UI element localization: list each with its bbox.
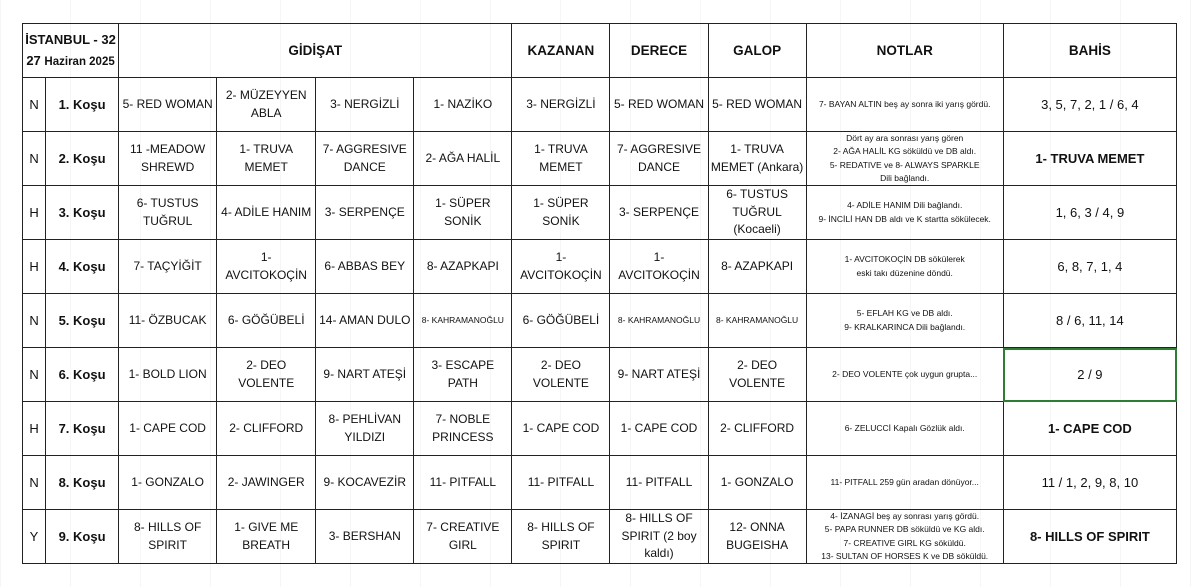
gidisat-4[interactable]: 8- KAHRAMANOĞLU (414, 294, 512, 348)
race-row-2 (23, 132, 1177, 186)
bet-cell[interactable]: 11 / 1, 2, 9, 8, 10 (1003, 456, 1176, 510)
derece-cell[interactable]: 9- NART ATEŞİ (610, 348, 708, 402)
notes-cell[interactable] (806, 294, 1003, 348)
gidisat-2[interactable]: 2- CLIFFORD (217, 402, 316, 456)
derece-cell[interactable]: 1- AVCITOKOÇİN (610, 240, 708, 294)
note-line: 5- REDATIVE ve 8- ALWAYS SPARKLE (829, 159, 980, 170)
gidisat-3[interactable]: 3- SERPENÇE (316, 186, 414, 240)
bet-cell[interactable]: 1- CAPE COD (1003, 402, 1176, 456)
gidisat-4[interactable]: 2- AĞA HALİL (414, 132, 512, 186)
derece-cell[interactable]: 7- AGGRESIVE DANCE (610, 132, 708, 186)
derece-cell[interactable]: 3- SERPENÇE (610, 186, 708, 240)
note-line: 2- DEO VOLENTE çok uygun grupta... (832, 368, 978, 379)
gidisat-4[interactable]: 11- PITFALL (414, 456, 512, 510)
gidisat-1[interactable]: 1- BOLD LION (119, 348, 217, 402)
notes-cell[interactable] (806, 348, 1003, 402)
bet-cell[interactable]: 1, 6, 3 / 4, 9 (1003, 186, 1176, 240)
gidisat-3[interactable]: 9- KOCAVEZİR (316, 456, 414, 510)
race-row-3 (23, 186, 1177, 240)
gidisat-1[interactable]: 6- TUSTUS TUĞRUL (119, 186, 217, 240)
galop-cell[interactable]: 2- DEO VOLENTE (708, 348, 806, 402)
race-number[interactable]: 5. Koşu (46, 294, 119, 348)
kazanan-cell[interactable]: 1- AVCITOKOÇİN (512, 240, 610, 294)
note-line: eski takı düzenine döndü. (856, 267, 953, 278)
notes-cell[interactable] (806, 456, 1003, 510)
notes-cell[interactable] (806, 132, 1003, 186)
race-number[interactable]: 9. Koşu (46, 510, 119, 564)
gidisat-3[interactable]: 3- BERSHAN (316, 510, 414, 564)
kazanan-cell[interactable]: 1- TRUVA MEMET (512, 132, 610, 186)
gidisat-4[interactable]: 1- SÜPER SONİK (414, 186, 512, 240)
bahis-header[interactable]: BAHİS (1003, 24, 1176, 78)
race-number[interactable]: 4. Koşu (46, 240, 119, 294)
race-number[interactable]: 8. Koşu (46, 456, 119, 510)
note-line: 7- CREATIVE GIRL KG söküldü. (843, 537, 966, 548)
kazanan-header[interactable]: KAZANAN (512, 24, 610, 78)
note-line: 5- PAPA RUNNER DB söküldü ve KG aldı. (824, 524, 985, 535)
date-day: 27 (26, 52, 41, 68)
gidisat-4[interactable]: 3- ESCAPE PATH (414, 348, 512, 402)
race-number[interactable]: 2. Koşu (46, 132, 119, 186)
race-row-6 (23, 348, 1177, 402)
gidisat-2[interactable]: 4- ADİLE HANIM (217, 186, 316, 240)
note-line: Dili bağlandı. (880, 172, 930, 183)
bet-cell[interactable]: 3, 5, 7, 2, 1 / 6, 4 (1003, 78, 1176, 132)
gidisat-4[interactable]: 8- AZAPKAPI (414, 240, 512, 294)
gidisat-3[interactable]: 14- AMAN DULO (316, 294, 414, 348)
race-row-8 (23, 456, 1177, 510)
gidisat-1[interactable]: 11- ÖZBUCAK (119, 294, 217, 348)
galop-cell[interactable]: 8- AZAPKAPI (708, 240, 806, 294)
derece-cell[interactable]: 8- HILLS OF SPIRIT (2 boy kaldı) (610, 510, 708, 564)
notes-cell[interactable] (806, 402, 1003, 456)
galop-cell[interactable]: 1- TRUVA MEMET (Ankara) (708, 132, 806, 186)
notes-cell[interactable] (806, 186, 1003, 240)
galop-cell[interactable]: 12- ONNA BUGEISHA (708, 510, 806, 564)
derece-cell[interactable]: 1- CAPE COD (610, 402, 708, 456)
race-type[interactable]: N (23, 294, 46, 348)
race-number[interactable]: 7. Koşu (46, 402, 119, 456)
gidisat-4[interactable]: 7- CREATIVE GIRL (414, 510, 512, 564)
race-number[interactable]: 6. Koşu (46, 348, 119, 402)
bet-cell[interactable]: 8- HILLS OF SPIRIT (1003, 510, 1176, 564)
header-row (23, 24, 1177, 78)
note-line: 9- KRALKARINCA Dili bağlandı. (844, 321, 966, 332)
notlar-header[interactable]: NOTLAR (806, 24, 1003, 78)
kazanan-cell[interactable]: 1- CAPE COD (512, 402, 610, 456)
selected-bet-cell[interactable]: 2 / 9 (1003, 348, 1176, 402)
date-month-year: Haziran 2025 (44, 55, 115, 68)
gidisat-header[interactable]: GİDİŞAT (119, 24, 512, 78)
race-row-9 (23, 510, 1177, 564)
kazanan-cell[interactable]: 3- NERGİZLİ (512, 78, 610, 132)
gidisat-1[interactable]: 1- CAPE COD (119, 402, 217, 456)
gidisat-3[interactable]: 9- NART ATEŞİ (316, 348, 414, 402)
derece-header[interactable]: DERECE (610, 24, 708, 78)
race-program-table (22, 23, 1177, 564)
notes-cell[interactable] (806, 240, 1003, 294)
gidisat-1[interactable]: 1- GONZALO (119, 456, 217, 510)
race-row-7 (23, 402, 1177, 456)
derece-cell[interactable]: 11- PITFALL (610, 456, 708, 510)
notes-cell[interactable] (806, 78, 1003, 132)
kazanan-cell[interactable]: 6- GÖĞÜBELİ (512, 294, 610, 348)
notes-cell[interactable] (806, 510, 1003, 564)
galop-cell[interactable]: 5- RED WOMAN (708, 78, 806, 132)
title-cell[interactable] (23, 24, 119, 78)
gidisat-2[interactable]: 2- DEO VOLENTE (217, 348, 316, 402)
race-row-4 (23, 240, 1177, 294)
gidisat-1[interactable]: 5- RED WOMAN (119, 78, 217, 132)
race-row-1 (23, 78, 1177, 132)
race-type[interactable]: N (23, 456, 46, 510)
bet-cell[interactable]: 6, 8, 7, 1, 4 (1003, 240, 1176, 294)
gidisat-1[interactable]: 8- HILLS OF SPIRIT (119, 510, 217, 564)
note-line: 2- AĞA HALİL KG söküldü ve DB aldı. (833, 146, 977, 157)
race-type[interactable]: H (23, 402, 46, 456)
gidisat-3[interactable]: 7- AGGRESIVE DANCE (316, 132, 414, 186)
note-line: 5- EFLAH KG ve DB aldı. (856, 308, 953, 319)
kazanan-cell[interactable]: 11- PITFALL (512, 456, 610, 510)
gidisat-3[interactable]: 6- ABBAS BEY (316, 240, 414, 294)
galop-header[interactable]: GALOP (708, 24, 806, 78)
race-type[interactable]: N (23, 132, 46, 186)
gidisat-2[interactable]: 2- MÜZEYYEN ABLA (217, 78, 316, 132)
galop-cell[interactable]: 8- KAHRAMANOĞLU (708, 294, 806, 348)
note-line: 11- PITFALL 259 gün aradan dönüyor... (830, 476, 979, 487)
galop-cell[interactable]: 6- TUSTUS TUĞRUL (Kocaeli) (708, 186, 806, 240)
note-line: 13- SULTAN OF HORSES K ve DB söküldü. (821, 550, 989, 561)
kazanan-cell[interactable]: 2- DEO VOLENTE (512, 348, 610, 402)
gidisat-2[interactable]: 2- JAWINGER (217, 456, 316, 510)
gidisat-2[interactable]: 1- GIVE ME BREATH (217, 510, 316, 564)
race-type[interactable]: N (23, 78, 46, 132)
race-row-5 (23, 294, 1177, 348)
gidisat-2[interactable]: 1- TRUVA MEMET (217, 132, 316, 186)
bet-cell[interactable]: 1- TRUVA MEMET (1003, 132, 1176, 186)
race-type[interactable]: N (23, 348, 46, 402)
gidisat-4[interactable]: 1- NAZİKO (414, 78, 512, 132)
galop-cell[interactable]: 1- GONZALO (708, 456, 806, 510)
gidisat-2[interactable]: 6- GÖĞÜBELİ (217, 294, 316, 348)
galop-cell[interactable]: 2- CLIFFORD (708, 402, 806, 456)
note-line: 6- ZELUCCİ Kapalı Gözlük aldı. (844, 422, 965, 433)
race-number[interactable]: 3. Koşu (46, 186, 119, 240)
note-line: 1- AVCITOKOÇİN DB sökülerek (844, 254, 965, 265)
race-type[interactable]: Y (23, 510, 46, 564)
program-title: İSTANBUL - 32 (25, 31, 116, 47)
bet-cell[interactable]: 8 / 6, 11, 14 (1003, 294, 1176, 348)
kazanan-cell[interactable]: 1- SÜPER SONİK (512, 186, 610, 240)
gidisat-1[interactable]: 7- TAÇYİĞİT (119, 240, 217, 294)
gidisat-3[interactable]: 8- PEHLİVAN YILDIZI (316, 402, 414, 456)
gidisat-1[interactable]: 11 -MEADOW SHREWD (119, 132, 217, 186)
race-number[interactable]: 1. Koşu (46, 78, 119, 132)
gidisat-3[interactable]: 3- NERGİZLİ (316, 78, 414, 132)
note-line: Dört ay ara sonrası yarış gören (846, 133, 964, 144)
note-line: 7- BAYAN ALTIN beş ay sonra iki yarış gördü. (818, 98, 991, 109)
derece-cell[interactable]: 5- RED WOMAN (610, 78, 708, 132)
note-line: 9- İNCİLİ HAN DB aldı ve K startta sökülecek. (818, 213, 991, 224)
note-line: 4- ADİLE HANIM Dili bağlandı. (847, 200, 963, 211)
gidisat-4[interactable]: 7- NOBLE PRINCESS (414, 402, 512, 456)
gidisat-2[interactable]: 1- AVCITOKOÇİN (217, 240, 316, 294)
derece-cell[interactable]: 8- KAHRAMANOĞLU (610, 294, 708, 348)
kazanan-cell[interactable]: 8- HILLS OF SPIRIT (512, 510, 610, 564)
race-type[interactable]: H (23, 240, 46, 294)
race-type[interactable]: H (23, 186, 46, 240)
note-line: 4- İZANAGİ beş ay sonrası yarış gördü. (830, 511, 980, 522)
